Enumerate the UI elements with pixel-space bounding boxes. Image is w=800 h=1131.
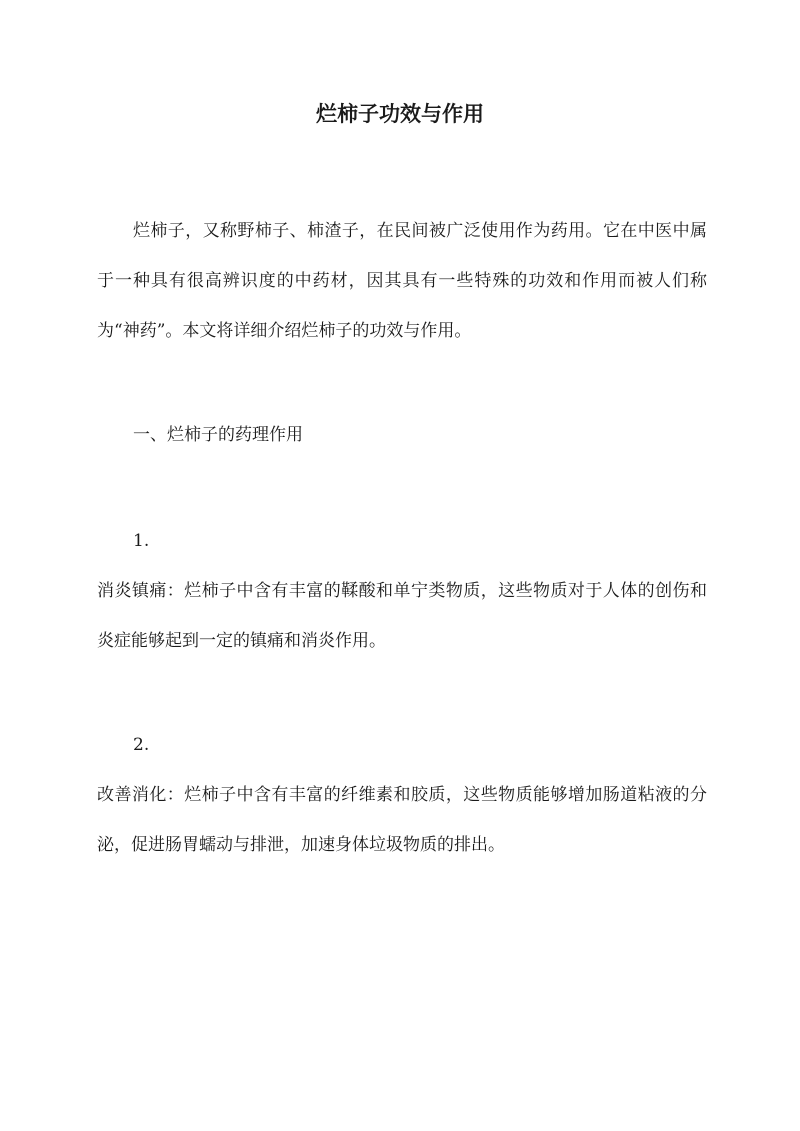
- list-item-text: 消炎镇痛：烂柿子中含有丰富的鞣酸和单宁类物质，这些物质对于人体的创伤和炎症能够起到一定的镇痛和消炎作用。: [97, 581, 707, 651]
- list-item-number: 2.: [133, 735, 150, 755]
- page-title: 烂柿子功效与作用: [316, 101, 484, 126]
- intro-paragraph: 烂柿子，又称野柿子、柿渣子，在民间被广泛使用作为药用。它在中医中属于一种具有很高辨识度的中药材，因其具有一些特殊的功效和作用而被人们称为“神药”。本文将详细介绍烂柿子的功效与作用。: [97, 221, 707, 341]
- list-item-number: 1.: [133, 531, 150, 551]
- list-item-text: 改善消化：烂柿子中含有丰富的纤维素和胶质，这些物质能够增加肠道粘液的分泌，促进肠胃蠕动与排泄，加速身体垃圾物质的排出。: [97, 785, 707, 855]
- section-heading: 一、烂柿子的药理作用: [133, 425, 303, 445]
